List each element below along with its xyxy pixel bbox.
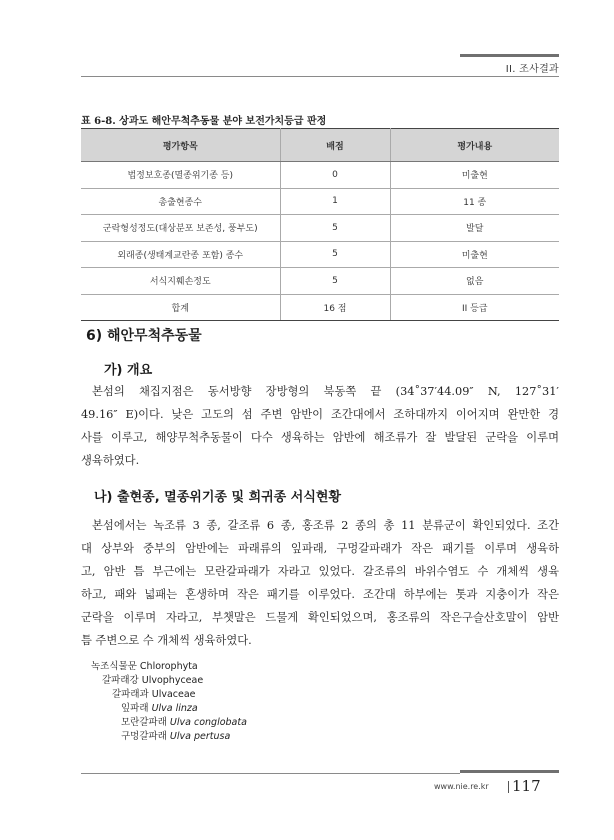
table-row	[81, 188, 559, 215]
species-latin: Ulva pertusa	[169, 731, 231, 742]
table-total-row	[81, 294, 559, 321]
table-cell: 총출현종수	[81, 188, 280, 215]
species-latin: Ulva conglobata	[169, 717, 247, 728]
table-cell: 0	[280, 162, 390, 189]
table-row	[81, 215, 559, 242]
taxon-korean: 갈파래과	[112, 689, 149, 700]
paragraph-line: 본섬에서는 녹조류 3 종, 갈조류 6 종, 홍조류 2 종의 총 11 분류군이 확인되었다. 조간	[92, 519, 559, 532]
table-cell: 발달	[390, 215, 559, 242]
page-number: 117	[512, 777, 541, 795]
taxonomy-phylum	[91, 660, 198, 673]
table-cell: 1	[280, 188, 390, 215]
header-rule-accent	[460, 54, 559, 57]
table-row	[81, 162, 559, 189]
footer-divider	[508, 781, 509, 793]
paragraph-line: 고, 암반 틈 부근에는 모란갈파래가 자라고 있었다. 갈조류의 바위수염도 수 개체씩 생육	[81, 565, 559, 578]
table-cell: 서식지훼손정도	[81, 268, 280, 295]
table-cell: 5	[280, 268, 390, 295]
taxonomy-family	[112, 688, 196, 701]
section-heading: 6) 해안무척추동물	[86, 328, 202, 344]
paragraph-line: 대 상부와 중부의 암반에는 파래류의 잎파래, 구멍갈파래가 작은 패기를 이루며 생육하	[81, 542, 559, 555]
species-paragraph	[81, 514, 559, 652]
table-cell: 외래종(생태계교란종 포함) 종수	[81, 241, 280, 268]
table-cell: 없음	[390, 268, 559, 295]
table-cell: 군락형성정도(대상분포 보존성, 풍부도)	[81, 215, 280, 242]
column-header: 배점	[280, 129, 390, 162]
subsection-heading-overview: 가) 개요	[104, 363, 153, 378]
overview-paragraph	[81, 380, 559, 472]
taxonomy-species	[121, 716, 247, 729]
subsection-heading-species: 나) 출현종, 멸종위기종 및 희귀종 서식현황	[94, 490, 341, 505]
table-cell: 법정보호종(멸종위기종 등)	[81, 162, 280, 189]
table-row	[81, 241, 559, 268]
taxon-latin: Ulvophyceae	[141, 675, 204, 686]
table-caption: 표 6-8. 상과도 해안무척추동물 분야 보전가치등급 판정	[81, 116, 327, 127]
paragraph-line: 군락을 이루며 자라고, 부챗말은 드물게 확인되었으며, 홍조류의 작은구슬산호말이 암반	[81, 611, 559, 624]
taxon-latin: Chlorophyta	[139, 661, 198, 672]
table-cell: 미출현	[390, 241, 559, 268]
species-korean: 잎파래	[121, 703, 149, 714]
species-latin: Ulva linza	[151, 703, 198, 714]
footer-rule-accent	[460, 770, 559, 773]
paragraph-line: 하고, 패와 넓패는 혼생하며 작은 패기를 이루었다. 조간대 하부에는 톳과 지충이가 작은	[81, 588, 559, 601]
table-cell: 16 점	[280, 294, 390, 321]
footer-url: www.nie.re.kr	[434, 782, 489, 791]
paragraph-line: 사를 이루고, 해양무척추동물이 다수 생육하는 암반에 해조류가 잘 발달된 군락을 이루며	[81, 431, 559, 444]
taxonomy-species	[121, 730, 230, 743]
table-cell: II 등급	[390, 294, 559, 321]
column-header: 평가내용	[390, 129, 559, 162]
table-header-row	[81, 129, 559, 162]
taxon-latin: Ulvaceae	[151, 689, 196, 700]
paragraph-line: 본섬의 채집지점은 동서방향 장방형의 북동쪽 끝 (34˚37′44.09″ N, 127˚31′	[92, 385, 559, 398]
paragraph-line: 틈 주변으로 수 개체씩 생육하였다.	[81, 634, 252, 647]
taxon-korean: 녹조식물문	[91, 661, 137, 672]
table-cell: 미출현	[390, 162, 559, 189]
taxon-korean: 갈파래강	[102, 675, 139, 686]
table-cell: 5	[280, 215, 390, 242]
evaluation-table	[81, 128, 559, 321]
table-cell: 합계	[81, 294, 280, 321]
taxonomy-species	[121, 702, 198, 715]
header-rule	[81, 76, 559, 77]
taxonomy-class	[102, 674, 203, 687]
paragraph-line: 생육하였다.	[81, 454, 140, 467]
table-cell: 11 종	[390, 188, 559, 215]
species-korean: 모란갈파래	[121, 717, 167, 728]
table-cell: 5	[280, 241, 390, 268]
species-korean: 구멍갈파래	[121, 731, 167, 742]
paragraph-line: 49.16″ E)이다. 낮은 고도의 섬 주변 암반이 조간대에서 조하대까지 이어지며 완만한 경	[81, 408, 559, 421]
footer-rule	[81, 773, 460, 774]
running-header: II. 조사결과	[505, 64, 559, 75]
table-row	[81, 268, 559, 295]
column-header: 평가항목	[81, 129, 280, 162]
